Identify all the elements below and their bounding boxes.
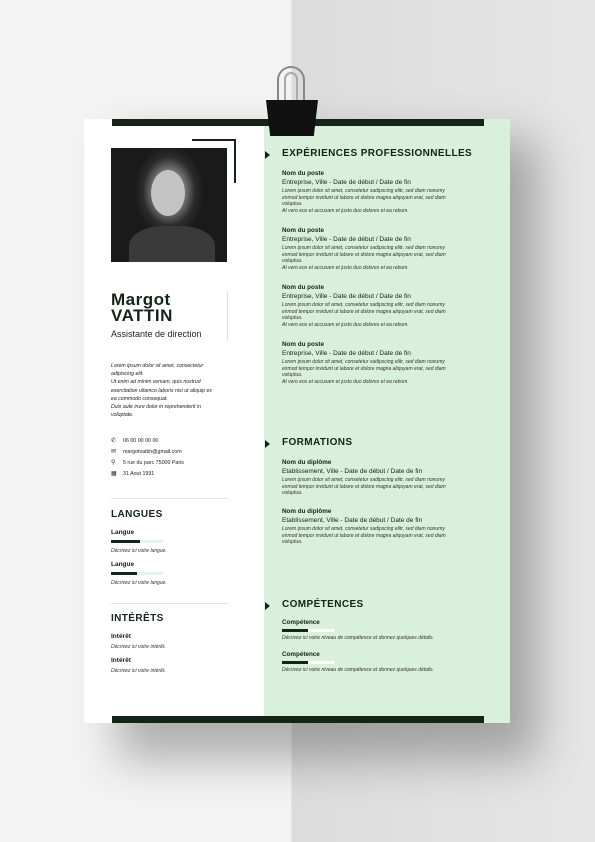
experience-subtitle: Entreprise, Ville - Date de début / Date de fin [282, 179, 411, 186]
langues-heading: LANGUES [111, 509, 163, 520]
last-name: VATTIN [111, 306, 173, 325]
experience-title: Nom du poste [282, 284, 324, 291]
experience-subtitle: Entreprise, Ville - Date de début / Date de fin [282, 293, 411, 300]
experience-line: Lorem ipsum dolor sit amet, consetetur sadipscing elitr, sed diam nonumy [282, 359, 445, 365]
experience-line: Lorem ipsum dolor sit amet, consetetur sadipscing elitr, sed diam nonumy [282, 302, 445, 308]
formation-line: eirmod tempor invidunt ut labore et dolore magna aliquyam erat, sed diam [282, 483, 446, 490]
profile-photo [111, 148, 227, 262]
competence-level-bar [282, 661, 334, 664]
photo-shoulders [129, 226, 215, 262]
langue-level-bar [111, 572, 163, 575]
competence-item [282, 619, 482, 641]
langue-label: Langue [111, 561, 135, 568]
experience-item [282, 169, 482, 214]
langue-desc: Décrivez ici votre langue. [111, 580, 167, 586]
section-arrow-icon [265, 151, 270, 159]
intro-text [111, 362, 236, 419]
interets-heading: INTÉRÊTS [111, 613, 164, 624]
experience-line: voluptua. [282, 372, 303, 378]
intro-line: Lorem ipsum dolor sit amet, consectetur [111, 363, 204, 369]
competences-heading: COMPÉTENCES [282, 599, 364, 610]
formation-title: Nom du diplôme [282, 508, 332, 515]
resume-sheet [84, 119, 510, 723]
experience-line: At vero eos et accusam et justo duo dolores et ea rebum. [282, 207, 409, 214]
langue-label: Langue [111, 529, 135, 536]
binder-clip-icon [263, 66, 321, 138]
competence-desc: Décrivez ici votre niveau de compétence et donnez quelques détails. [282, 635, 435, 641]
experience-line: Lorem ipsum dolor sit amet, consetetur sadipscing elitr, sed diam nonumy [282, 245, 445, 251]
contact-phone [111, 437, 241, 444]
langue-desc: Décrivez ici votre langue. [111, 548, 167, 554]
clip-wire-inner [284, 72, 298, 102]
interet-desc: Décrivez ici votre intérêt. [111, 644, 166, 650]
interet-label: Intérêt [111, 633, 131, 640]
address-text: 5 rue du parc 75000 Paris [123, 459, 184, 466]
phone-text: 06 00 00 00 00 [123, 437, 159, 444]
experience-line: voluptua. [282, 315, 303, 321]
langue-level-fill [111, 540, 140, 543]
langue-level-bar [111, 540, 163, 543]
interet-desc: Décrivez ici votre intérêt. [111, 668, 166, 674]
formation-subtitle: Etablissement, Ville - Date de début / Date de fin [282, 517, 423, 524]
mail-icon: ✉ [111, 449, 117, 455]
competence-item [282, 651, 482, 673]
experience-line: eirmod tempor invidunt ut labore et dolore magna aliquyam erat, sed diam [282, 308, 446, 315]
email-text: margotvattin@gmail.com [123, 448, 182, 455]
interet-label: Intérêt [111, 657, 131, 664]
experience-item [282, 226, 482, 271]
contact-address [111, 459, 241, 466]
clip-body [266, 100, 318, 136]
formation-line: eirmod tempor invidunt ut labore et dolore magna aliquyam erat, sed diam [282, 532, 446, 539]
formation-subtitle: Etablissement, Ville - Date de début / Date de fin [282, 468, 423, 475]
experience-line: eirmod tempor invidunt ut labore et dolore magna aliquyam erat, sed diam [282, 365, 446, 372]
section-arrow-icon [265, 602, 270, 610]
intro-line: adipiscing elit. [111, 371, 144, 378]
competence-desc: Décrivez ici votre niveau de compétence et donnez quelques détails. [282, 667, 435, 673]
formation-item [282, 458, 482, 497]
competence-level-fill [282, 629, 308, 632]
formation-line: Lorem ipsum dolor sit amet, consetetur sadipscing elitr, sed diam nonumy [282, 526, 445, 532]
name-divider [227, 291, 228, 341]
job-title: Assistante de direction [111, 329, 202, 339]
experience-item [282, 340, 482, 385]
competence-label: Compétence [282, 651, 320, 658]
phone-icon: ✆ [111, 438, 117, 444]
experience-line: At vero eos et accusam et justo duo dolores et ea rebum. [282, 378, 409, 385]
section-arrow-icon [265, 440, 270, 448]
experience-title: Nom du poste [282, 341, 324, 348]
experience-title: Nom du poste [282, 170, 324, 177]
experience-line: voluptua. [282, 258, 303, 264]
divider [111, 603, 228, 604]
birthdate-text: 31 Aout 1991 [123, 470, 155, 477]
bottom-bar [112, 716, 484, 723]
first-name: Margot [111, 290, 171, 309]
experience-line: eirmod tempor invidunt ut labore et dolore magna aliquyam erat, sed diam [282, 194, 446, 201]
photo-face [151, 170, 185, 216]
competence-level-fill [282, 661, 308, 664]
experience-line: voluptua. [282, 201, 303, 207]
divider [111, 498, 228, 499]
formations-heading: FORMATIONS [282, 437, 353, 448]
intro-line: Duis aute irure dolor in reprehenderit in [111, 404, 201, 411]
intro-line: ea commodo consequat. [111, 395, 168, 402]
intro-line: Ut enim ad minim veniam, quis nostrud [111, 379, 201, 386]
competence-level-bar [282, 629, 334, 632]
formation-line: voluptua. [282, 539, 303, 545]
experience-line: At vero eos et accusam et justo duo dolores et ea rebum. [282, 321, 409, 328]
competence-label: Compétence [282, 619, 320, 626]
experience-line: eirmod tempor invidunt ut labore et dolore magna aliquyam erat, sed diam [282, 251, 446, 258]
experience-subtitle: Entreprise, Ville - Date de début / Date de fin [282, 350, 411, 357]
experiences-heading: EXPÉRIENCES PROFESSIONNELLES [282, 148, 473, 159]
formation-title: Nom du diplôme [282, 459, 332, 466]
calendar-icon: ▦ [111, 471, 117, 477]
experience-line: At vero eos et accusam et justo duo dolores et ea rebum. [282, 264, 409, 271]
experience-line: Lorem ipsum dolor sit amet, consetetur sadipscing elitr, sed diam nonumy [282, 188, 445, 194]
contact-birthdate [111, 470, 241, 477]
formation-line: Lorem ipsum dolor sit amet, consetetur sadipscing elitr, sed diam nonumy [282, 477, 445, 483]
intro-line: voluptate. [111, 412, 134, 419]
formation-item [282, 507, 482, 546]
langue-level-fill [111, 572, 137, 575]
contact-email [111, 448, 241, 455]
experience-subtitle: Entreprise, Ville - Date de début / Date de fin [282, 236, 411, 243]
formation-line: voluptua. [282, 490, 303, 496]
location-icon: ⚲ [111, 460, 116, 466]
experience-title: Nom du poste [282, 227, 324, 234]
experience-item [282, 283, 482, 328]
intro-line: exercitation ullamco laboris nisi ut aliquip ex [111, 387, 212, 394]
